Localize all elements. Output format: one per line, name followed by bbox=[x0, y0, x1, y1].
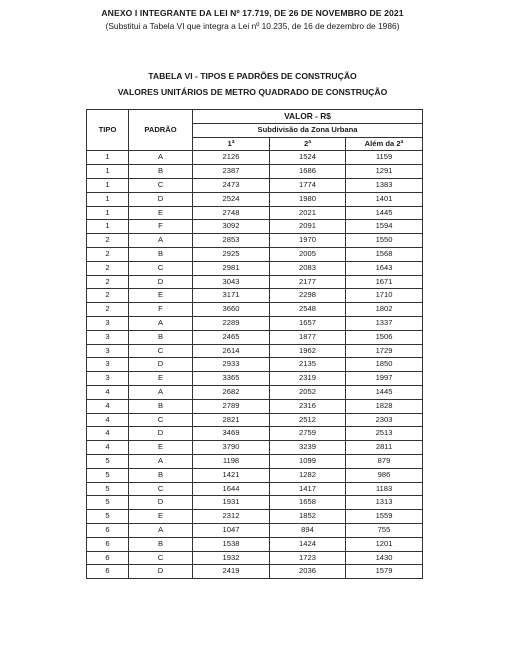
cell-value-first-zone: 2419 bbox=[193, 565, 270, 579]
cell-value-first-zone: 2614 bbox=[193, 344, 270, 358]
cell-value-first-zone: 1644 bbox=[193, 482, 270, 496]
table-row bbox=[87, 151, 423, 165]
cell-value-beyond-second-zone: 1594 bbox=[346, 220, 423, 234]
table-row bbox=[87, 468, 423, 482]
cell-value-second-zone: 2052 bbox=[270, 385, 346, 399]
column-header-subdivisao: Subdivisão da Zona Urbana bbox=[193, 123, 423, 137]
column-header-first-zone: 1ª bbox=[193, 137, 270, 151]
cell-padrao: C bbox=[129, 178, 193, 192]
cell-value-first-zone: 2387 bbox=[193, 165, 270, 179]
cell-padrao: A bbox=[129, 316, 193, 330]
cell-value-beyond-second-zone: 1802 bbox=[346, 303, 423, 317]
cell-value-second-zone: 894 bbox=[270, 523, 346, 537]
cell-value-second-zone: 1877 bbox=[270, 330, 346, 344]
cell-tipo: 1 bbox=[87, 165, 129, 179]
cell-value-second-zone: 2319 bbox=[270, 372, 346, 386]
table-body bbox=[87, 151, 423, 579]
cell-value-beyond-second-zone: 1506 bbox=[346, 330, 423, 344]
cell-padrao: D bbox=[129, 192, 193, 206]
cell-padrao: E bbox=[129, 510, 193, 524]
cell-tipo: 5 bbox=[87, 496, 129, 510]
cell-value-second-zone: 2512 bbox=[270, 413, 346, 427]
cell-value-second-zone: 1852 bbox=[270, 510, 346, 524]
cell-value-beyond-second-zone: 1337 bbox=[346, 316, 423, 330]
cell-value-beyond-second-zone: 2513 bbox=[346, 427, 423, 441]
table-header-row bbox=[87, 110, 423, 124]
table-row bbox=[87, 399, 423, 413]
cell-value-second-zone: 1099 bbox=[270, 454, 346, 468]
cell-value-first-zone: 2933 bbox=[193, 358, 270, 372]
cell-tipo: 3 bbox=[87, 316, 129, 330]
table-row bbox=[87, 316, 423, 330]
column-header-valor: VALOR - R$ bbox=[193, 110, 423, 124]
table-row bbox=[87, 178, 423, 192]
cell-padrao: A bbox=[129, 385, 193, 399]
cell-value-first-zone: 1931 bbox=[193, 496, 270, 510]
cell-padrao: C bbox=[129, 413, 193, 427]
cell-value-beyond-second-zone: 1383 bbox=[346, 178, 423, 192]
cell-value-second-zone: 1658 bbox=[270, 496, 346, 510]
cell-value-second-zone: 1774 bbox=[270, 178, 346, 192]
cell-padrao: D bbox=[129, 565, 193, 579]
cell-value-beyond-second-zone: 1313 bbox=[346, 496, 423, 510]
cell-value-second-zone: 1970 bbox=[270, 234, 346, 248]
cell-value-beyond-second-zone: 1201 bbox=[346, 537, 423, 551]
cell-value-second-zone: 2005 bbox=[270, 247, 346, 261]
table-row bbox=[87, 523, 423, 537]
cell-value-beyond-second-zone: 1997 bbox=[346, 372, 423, 386]
table-row bbox=[87, 454, 423, 468]
cell-tipo: 3 bbox=[87, 358, 129, 372]
table-row bbox=[87, 565, 423, 579]
cell-value-beyond-second-zone: 1550 bbox=[346, 234, 423, 248]
cell-value-second-zone: 2021 bbox=[270, 206, 346, 220]
cell-value-beyond-second-zone: 1559 bbox=[346, 510, 423, 524]
cell-tipo: 6 bbox=[87, 523, 129, 537]
table-row bbox=[87, 372, 423, 386]
cell-value-first-zone: 3171 bbox=[193, 289, 270, 303]
cell-value-beyond-second-zone: 1430 bbox=[346, 551, 423, 565]
table-row bbox=[87, 344, 423, 358]
cell-tipo: 2 bbox=[87, 261, 129, 275]
cell-tipo: 5 bbox=[87, 510, 129, 524]
cell-tipo: 3 bbox=[87, 372, 129, 386]
column-header-padrao: PADRÃO bbox=[129, 110, 193, 151]
cell-value-beyond-second-zone: 2303 bbox=[346, 413, 423, 427]
table-title: TABELA VI - TIPOS E PADRÕES DE CONSTRUÇÃO bbox=[148, 71, 357, 81]
table-row bbox=[87, 247, 423, 261]
cell-value-second-zone: 2759 bbox=[270, 427, 346, 441]
cell-padrao: A bbox=[129, 523, 193, 537]
cell-tipo: 6 bbox=[87, 565, 129, 579]
cell-value-first-zone: 2465 bbox=[193, 330, 270, 344]
table-row bbox=[87, 510, 423, 524]
cell-padrao: D bbox=[129, 275, 193, 289]
cell-tipo: 2 bbox=[87, 247, 129, 261]
table-row bbox=[87, 192, 423, 206]
cell-padrao: A bbox=[129, 454, 193, 468]
table-row bbox=[87, 220, 423, 234]
cell-padrao: A bbox=[129, 151, 193, 165]
cell-padrao: C bbox=[129, 261, 193, 275]
cell-tipo: 5 bbox=[87, 454, 129, 468]
table-row bbox=[87, 551, 423, 565]
table-row bbox=[87, 482, 423, 496]
cell-value-second-zone: 3239 bbox=[270, 441, 346, 455]
cell-value-first-zone: 2473 bbox=[193, 178, 270, 192]
cell-value-first-zone: 2789 bbox=[193, 399, 270, 413]
cell-tipo: 1 bbox=[87, 192, 129, 206]
table-subtitle: VALORES UNITÁRIOS DE METRO QUADRADO DE CONSTRUÇÃO bbox=[117, 87, 388, 97]
cell-value-second-zone: 2135 bbox=[270, 358, 346, 372]
cell-value-beyond-second-zone: 1643 bbox=[346, 261, 423, 275]
column-header-second-zone: 2ª bbox=[270, 137, 346, 151]
cell-value-first-zone: 2126 bbox=[193, 151, 270, 165]
table-row bbox=[87, 537, 423, 551]
cell-value-beyond-second-zone: 1729 bbox=[346, 344, 423, 358]
cell-padrao: B bbox=[129, 165, 193, 179]
table-head bbox=[87, 110, 423, 151]
cell-tipo: 1 bbox=[87, 178, 129, 192]
cell-tipo: 1 bbox=[87, 220, 129, 234]
cell-value-beyond-second-zone: 1401 bbox=[346, 192, 423, 206]
table-row bbox=[87, 234, 423, 248]
law-subtitle: (Substitui a Tabela VI que integra a Lei nº 10.235, de 16 de dezembro de 1986) bbox=[105, 21, 400, 31]
cell-value-beyond-second-zone: 1159 bbox=[346, 151, 423, 165]
cell-value-first-zone: 3365 bbox=[193, 372, 270, 386]
cell-tipo: 3 bbox=[87, 344, 129, 358]
cell-value-second-zone: 2177 bbox=[270, 275, 346, 289]
cell-value-first-zone: 2312 bbox=[193, 510, 270, 524]
cell-value-second-zone: 1282 bbox=[270, 468, 346, 482]
cell-padrao: F bbox=[129, 220, 193, 234]
cell-padrao: C bbox=[129, 551, 193, 565]
cell-tipo: 2 bbox=[87, 303, 129, 317]
cell-value-second-zone: 2083 bbox=[270, 261, 346, 275]
cell-value-beyond-second-zone: 2811 bbox=[346, 441, 423, 455]
cell-value-second-zone: 1657 bbox=[270, 316, 346, 330]
cell-padrao: E bbox=[129, 206, 193, 220]
cell-tipo: 4 bbox=[87, 413, 129, 427]
cell-tipo: 5 bbox=[87, 482, 129, 496]
table-row bbox=[87, 413, 423, 427]
cell-tipo: 1 bbox=[87, 206, 129, 220]
table-titles bbox=[0, 71, 505, 103]
cell-tipo: 2 bbox=[87, 234, 129, 248]
table-row bbox=[87, 358, 423, 372]
table-row bbox=[87, 427, 423, 441]
cell-tipo: 4 bbox=[87, 441, 129, 455]
cell-value-first-zone: 3660 bbox=[193, 303, 270, 317]
cell-value-first-zone: 3790 bbox=[193, 441, 270, 455]
cell-value-beyond-second-zone: 1445 bbox=[346, 385, 423, 399]
cell-value-beyond-second-zone: 1579 bbox=[346, 565, 423, 579]
document-header bbox=[0, 8, 505, 32]
cell-tipo: 6 bbox=[87, 551, 129, 565]
cell-value-second-zone: 1417 bbox=[270, 482, 346, 496]
cell-padrao: B bbox=[129, 330, 193, 344]
cell-value-beyond-second-zone: 1568 bbox=[346, 247, 423, 261]
cell-value-beyond-second-zone: 1445 bbox=[346, 206, 423, 220]
cell-value-first-zone: 3043 bbox=[193, 275, 270, 289]
cell-value-first-zone: 1047 bbox=[193, 523, 270, 537]
cell-value-second-zone: 1962 bbox=[270, 344, 346, 358]
table-row bbox=[87, 496, 423, 510]
cell-value-first-zone: 2821 bbox=[193, 413, 270, 427]
cell-value-first-zone: 3469 bbox=[193, 427, 270, 441]
table-row bbox=[87, 303, 423, 317]
cell-value-first-zone: 2981 bbox=[193, 261, 270, 275]
cell-value-first-zone: 1932 bbox=[193, 551, 270, 565]
cell-value-first-zone: 1198 bbox=[193, 454, 270, 468]
cell-padrao: D bbox=[129, 358, 193, 372]
cell-value-beyond-second-zone: 1671 bbox=[346, 275, 423, 289]
cell-value-second-zone: 1686 bbox=[270, 165, 346, 179]
cell-value-second-zone: 2548 bbox=[270, 303, 346, 317]
cell-tipo: 3 bbox=[87, 330, 129, 344]
cell-padrao: B bbox=[129, 399, 193, 413]
table-row bbox=[87, 441, 423, 455]
cell-value-first-zone: 2748 bbox=[193, 206, 270, 220]
cell-value-second-zone: 2091 bbox=[270, 220, 346, 234]
cell-padrao: C bbox=[129, 344, 193, 358]
cell-padrao: A bbox=[129, 234, 193, 248]
cell-value-first-zone: 2289 bbox=[193, 316, 270, 330]
cell-tipo: 4 bbox=[87, 385, 129, 399]
cell-tipo: 5 bbox=[87, 468, 129, 482]
cell-value-beyond-second-zone: 986 bbox=[346, 468, 423, 482]
cell-value-second-zone: 1424 bbox=[270, 537, 346, 551]
cell-padrao: B bbox=[129, 468, 193, 482]
values-table bbox=[86, 109, 423, 579]
cell-padrao: E bbox=[129, 289, 193, 303]
cell-value-first-zone: 1538 bbox=[193, 537, 270, 551]
cell-padrao: D bbox=[129, 496, 193, 510]
cell-value-second-zone: 1723 bbox=[270, 551, 346, 565]
cell-value-second-zone: 1980 bbox=[270, 192, 346, 206]
table-row bbox=[87, 385, 423, 399]
cell-value-first-zone: 1421 bbox=[193, 468, 270, 482]
cell-value-beyond-second-zone: 1183 bbox=[346, 482, 423, 496]
table-row bbox=[87, 289, 423, 303]
cell-value-second-zone: 2316 bbox=[270, 399, 346, 413]
cell-padrao: D bbox=[129, 427, 193, 441]
cell-value-first-zone: 2682 bbox=[193, 385, 270, 399]
cell-value-first-zone: 2853 bbox=[193, 234, 270, 248]
table-row bbox=[87, 206, 423, 220]
table-row bbox=[87, 165, 423, 179]
cell-tipo: 4 bbox=[87, 427, 129, 441]
cell-value-first-zone: 3092 bbox=[193, 220, 270, 234]
cell-tipo: 1 bbox=[87, 151, 129, 165]
cell-value-second-zone: 2036 bbox=[270, 565, 346, 579]
cell-tipo: 2 bbox=[87, 289, 129, 303]
cell-tipo: 4 bbox=[87, 399, 129, 413]
cell-value-second-zone: 1524 bbox=[270, 151, 346, 165]
cell-padrao: B bbox=[129, 247, 193, 261]
cell-tipo: 2 bbox=[87, 275, 129, 289]
cell-value-beyond-second-zone: 1828 bbox=[346, 399, 423, 413]
cell-value-first-zone: 2925 bbox=[193, 247, 270, 261]
cell-padrao: C bbox=[129, 482, 193, 496]
cell-tipo: 6 bbox=[87, 537, 129, 551]
table-row bbox=[87, 330, 423, 344]
cell-value-second-zone: 2298 bbox=[270, 289, 346, 303]
column-header-beyond-second-zone: Além da 2ª bbox=[346, 137, 423, 151]
cell-value-beyond-second-zone: 1710 bbox=[346, 289, 423, 303]
table-row bbox=[87, 275, 423, 289]
table-row bbox=[87, 261, 423, 275]
cell-padrao: B bbox=[129, 537, 193, 551]
cell-padrao: F bbox=[129, 303, 193, 317]
cell-value-beyond-second-zone: 755 bbox=[346, 523, 423, 537]
cell-value-beyond-second-zone: 879 bbox=[346, 454, 423, 468]
cell-padrao: E bbox=[129, 441, 193, 455]
cell-value-beyond-second-zone: 1850 bbox=[346, 358, 423, 372]
cell-value-first-zone: 2524 bbox=[193, 192, 270, 206]
law-title: ANEXO I INTEGRANTE DA LEI Nº 17.719, DE 26 DE NOVEMBRO DE 2021 bbox=[101, 8, 404, 18]
cell-value-beyond-second-zone: 1291 bbox=[346, 165, 423, 179]
cell-padrao: E bbox=[129, 372, 193, 386]
column-header-tipo: TIPO bbox=[87, 110, 129, 151]
